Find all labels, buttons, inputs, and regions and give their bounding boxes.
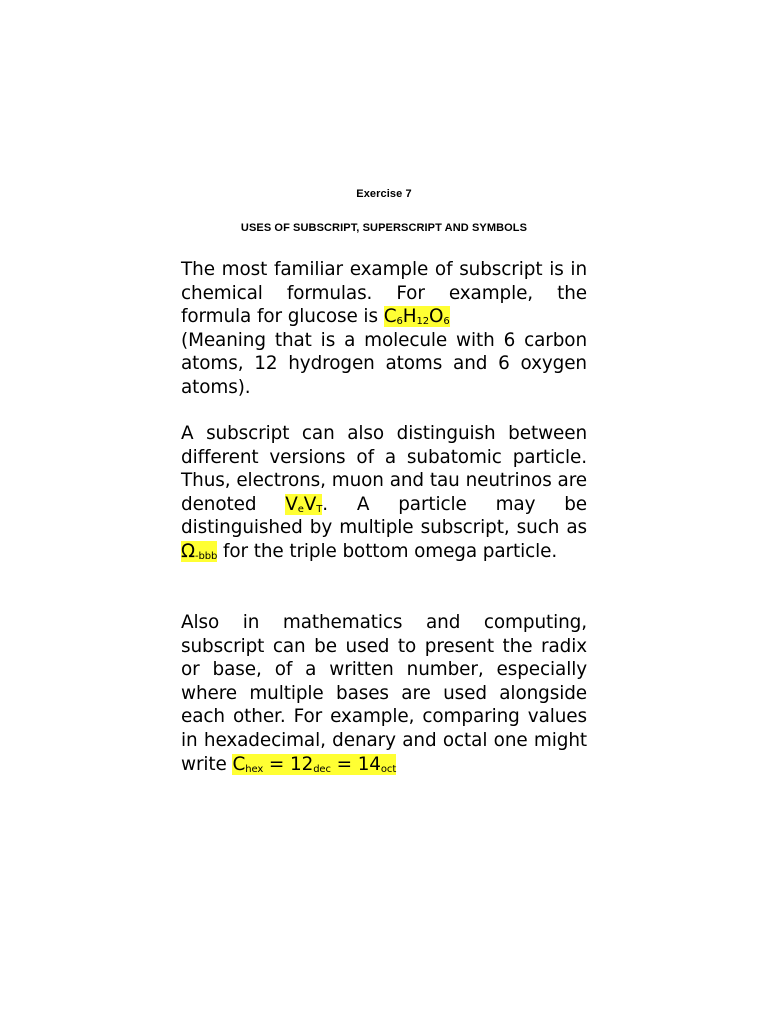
paragraph-2-middle: . A particle may be distinguished by multiple subscript, such as: [181, 493, 587, 539]
radix-c: C: [232, 753, 246, 775]
paragraph-2-lead: A subscript can also distinguish between different versions of a subatomic particle. Thus, electrons, muon and tau neutrinos are denoted: [181, 423, 587, 515]
radix-hex-subscript: hex: [245, 763, 264, 775]
paragraph-3-lead: Also in mathematics and computing, subscript can be used to present the radix or base, of a written number, especially where multiple bases are used alongside each other. For example, comparing values in hexadecimal, denary and octal one might write: [181, 612, 587, 775]
omega-letter: Ω: [181, 540, 195, 562]
formula-h-subscript: 12: [416, 316, 429, 328]
paragraph-2-tail: for the triple bottom omega particle.: [217, 540, 558, 562]
paragraph-subatomic-particles: [181, 422, 587, 564]
neutrino-v2: V: [303, 493, 317, 515]
omega-symbol: [181, 541, 217, 562]
formula-c: C: [383, 306, 397, 328]
paragraph-chemical-formulas: [181, 258, 587, 400]
formula-h: H: [402, 306, 417, 328]
neutrino-v1: V: [285, 493, 298, 515]
paragraph-1-explanation: (Meaning that is a molecule with 6 carbon atoms, 12 hydrogen atoms and 6 oxygen atoms).: [181, 329, 587, 398]
glucose-formula: [384, 306, 450, 327]
formula-o: O: [428, 306, 444, 328]
omega-subscript: -bbb: [194, 550, 218, 562]
section-title: USES OF SUBSCRIPT, SUPERSCRIPT AND SYMBOLS: [240, 222, 528, 234]
radix-oct-subscript: oct: [380, 763, 397, 775]
exercise-title: Exercise 7: [356, 188, 412, 200]
paragraph-radix-notation: [181, 611, 587, 776]
radix-expression: [232, 754, 396, 775]
formula-c-subscript: 6: [396, 316, 403, 328]
radix-dec-subscript: dec: [313, 763, 331, 775]
formula-o-subscript: 6: [443, 316, 450, 328]
radix-fourteen: = 14: [330, 753, 381, 775]
paragraph-1-lead: The most familiar example of subscript is in chemical formulas. For example, the formula for glucose is: [181, 259, 587, 328]
neutrino-v2-subscript: T: [316, 503, 323, 515]
neutrino-symbols: [285, 494, 322, 515]
radix-twelve: = 12: [263, 753, 314, 775]
neutrino-v1-subscript: e: [297, 503, 304, 515]
